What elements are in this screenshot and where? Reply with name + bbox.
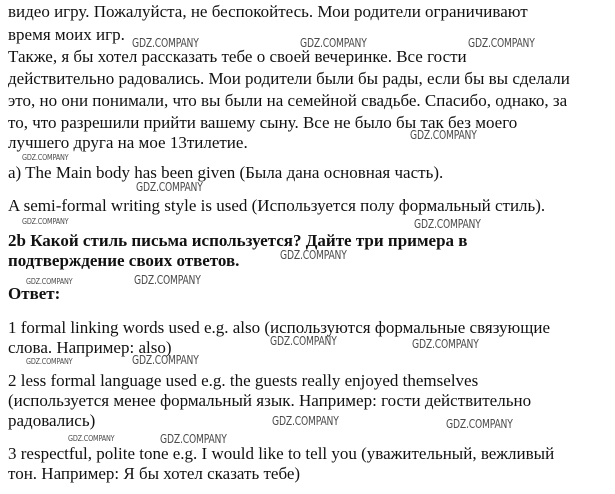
- watermark-text: GDZ.COMPANY: [468, 36, 535, 50]
- text-line-4: действительно радовались. Мои родители были бы рады, если бы вы сделали: [8, 69, 570, 88]
- text-line-18: 3 respectful, polite tone e.g. I would like to tell you (уважительный, вежливый: [8, 444, 555, 463]
- text-line-16: (используется менее формальный язык. Например: гости действительно: [8, 391, 532, 410]
- watermark-text: GDZ.COMPANY: [280, 248, 347, 262]
- watermark-text: GDZ.COMPANY: [412, 337, 479, 351]
- text-line-6: то, что разрешили прийти вашему сыну. Все не было бы так без моего: [8, 113, 518, 132]
- text-line-14: слова. Например: also): [8, 338, 172, 357]
- text-line-1: видео игру. Пожалуйста, не беспокойтесь. Мои родители ограничивают: [8, 2, 528, 21]
- watermark-text: GDZ.COMPANY: [26, 277, 73, 286]
- watermark-text: GDZ.COMPANY: [160, 432, 227, 446]
- watermark-text: GDZ.COMPANY: [68, 434, 115, 443]
- watermark-text: GDZ.COMPANY: [22, 153, 69, 162]
- watermark-text: GDZ.COMPANY: [446, 417, 513, 431]
- watermark-text: GDZ.COMPANY: [300, 36, 367, 50]
- watermark-text: GDZ.COMPANY: [414, 217, 481, 231]
- watermark-text: GDZ.COMPANY: [134, 273, 201, 287]
- watermark-text: GDZ.COMPANY: [132, 36, 199, 50]
- answer-label: Ответ:: [8, 284, 61, 303]
- watermark-text: GDZ.COMPANY: [22, 217, 69, 226]
- watermark-text: GDZ.COMPANY: [26, 357, 73, 366]
- text-line-15: 2 less formal language used e.g. the guests really enjoyed themselves: [8, 371, 479, 390]
- question-heading-line-1: 2b Какой стиль письма используется? Дайте три примера в: [8, 231, 468, 250]
- watermark-text: GDZ.COMPANY: [132, 353, 199, 367]
- watermark-text: GDZ.COMPANY: [136, 180, 203, 194]
- text-line-13: 1 formal linking words used e.g. also (используются формальные связующие: [8, 318, 550, 337]
- text-line-17: радовались): [8, 411, 96, 430]
- text-line-2: время моих игр.: [8, 25, 125, 44]
- text-line-19: тон. Например: Я бы хотел сказать тебе): [8, 464, 301, 483]
- text-line-8: a) The Main body has been given (Была дана основная часть).: [8, 163, 444, 182]
- question-heading-line-2: подтверждение своих ответов.: [8, 251, 240, 270]
- watermark-text: GDZ.COMPANY: [270, 334, 337, 348]
- text-line-5: это, но они понимали, что вы были на семейной свадьбе. Спасибо, однако, за: [8, 91, 568, 110]
- text-line-9: A semi-formal writing style is used (Используется полу формальный стиль).: [8, 196, 546, 215]
- watermark-text: GDZ.COMPANY: [410, 128, 477, 142]
- text-line-7: лучшего друга на мое 13тилетие.: [8, 133, 248, 152]
- text-line-3: Также, я бы хотел рассказать тебе о своей вечеринке. Все гости: [8, 47, 467, 66]
- watermark-text: GDZ.COMPANY: [272, 414, 339, 428]
